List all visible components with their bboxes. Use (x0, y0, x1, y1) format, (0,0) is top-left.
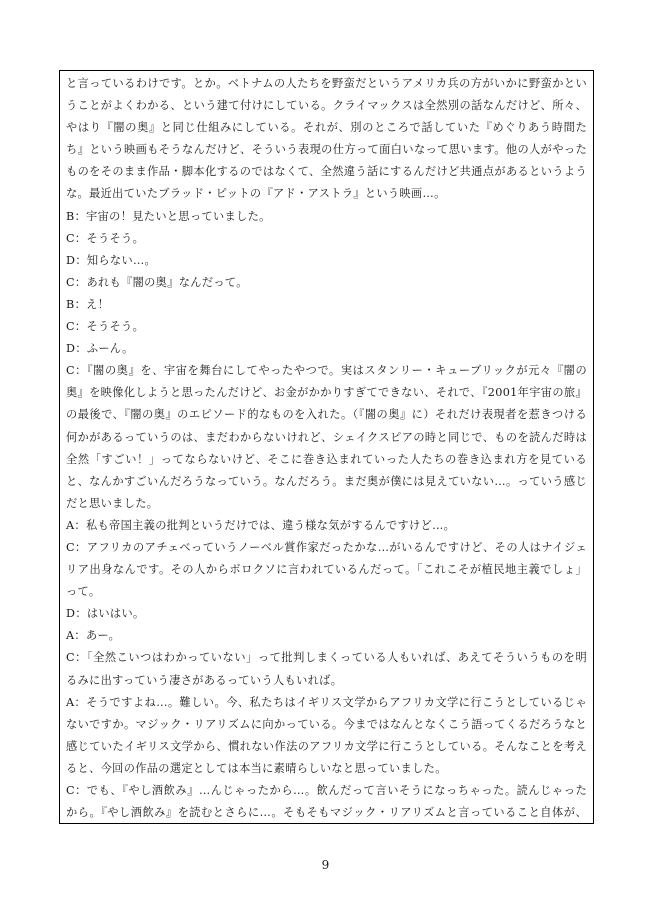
transcript-paragraph: B：宇宙の！見たいと思っていました。 (66, 209, 271, 223)
transcript-paragraph: D：はいはい。 (66, 607, 145, 621)
transcript-paragraph: A：私も帝国主義の批判というだけでは、違う様な気がするんですけど…。 (66, 518, 456, 532)
transcript-paragraph: C：『闇の奥』を、宇宙を舞台にしてやったやつで。実はスタンリー・キューブリックが元々『闇の奥』を映像化しようと思ったんだけど、お金がかかりすぎてできない、それで、『2001年宇宙の旅』の最後で、『闇の奥』のエピソード的なものを入れた。（『闇の奥』に）それだけ表現者を惹きつける何かがあるっていうのは、まだわからないけれど、シェイクスピアの時と同じで、ものを読んだ時は全然「すごい！」ってならないけど、そこに巻き込まれていった人たちの巻き込まれ方を見ていると、なんかすごいんだろうなっていう。なんだろう。まだ奥が僕には見えていない…。っていう感じだと思いました。 (66, 364, 587, 510)
transcript-paragraph: と言っているわけです。とか。ベトナムの人たちを野蛮だというアメリカ兵の方がいかに野蛮かということがよくわかる、という建て付けにしている。クライマックスは全然別の話なんだけど、所々、やはり『闇の奥』と同じ仕組みにしている。それが、別のところで話していた『めぐりあう時間たち』という映画もそうなんだけど、そういう表現の仕方って面白いなって思います。他の人がやったものをそのまま作品・脚本化するのではなくて、全然違う話にするんだけど共通点があるというような。最近出ていたブラッド・ピットの『アド・アストラ』という映画…。 (66, 77, 587, 201)
transcript-paragraph: C：でも、『やし酒飲み』…んじゃったから…。飲んだって言いそうになっちゃった。読んじゃったから。『やし酒飲み』を読むとさらに…。そもそもマジック・リアリズムと言っていること自体が、 (66, 784, 587, 820)
transcript-paragraph: C：アフリカのアチェベっていうノーベル賞作家だったかな…がいるんですけど、その人はナイジェリア出身なんです。その人からボロクソに言われているんだって。「これこそが植民地主義でしょ」って。 (66, 540, 587, 599)
transcript-paragraph: D：知らない…。 (66, 253, 157, 267)
transcript-frame (59, 70, 594, 824)
transcript-paragraph: A：そうですよね…。難しい。今、私たちはイギリス文学からアフリカ文学に行こうとしているじゃないですか。マジック・リアリズムに向かっている。今まではなんとなくこう語ってくるだろうなと感じていたイギリス文学から、慣れない作法のアフリカ文学に行こうとしている。そんなことを考えると、今回の作品の選定としては本当に素晴らしいなと思っていました。 (66, 695, 587, 775)
transcript-paragraph: B：え！ (66, 297, 110, 311)
transcript-paragraph: C：そうそう。 (66, 320, 145, 334)
transcript-paragraph: A：あー。 (66, 629, 121, 643)
transcript-paragraph: C：「全然こいつはわかっていない」って批判しまくっている人もいれば、あえてそういうものを明るみに出すっていう凄さがあるっていう人もいれば。 (66, 651, 587, 687)
transcript-paragraph: C：あれも『闇の奥』なんだって。 (66, 275, 248, 289)
transcript-paragraph: D：ふーん。 (66, 342, 134, 356)
transcript-paragraph: C：そうそう。 (66, 231, 145, 245)
page-number: 9 (321, 858, 330, 872)
